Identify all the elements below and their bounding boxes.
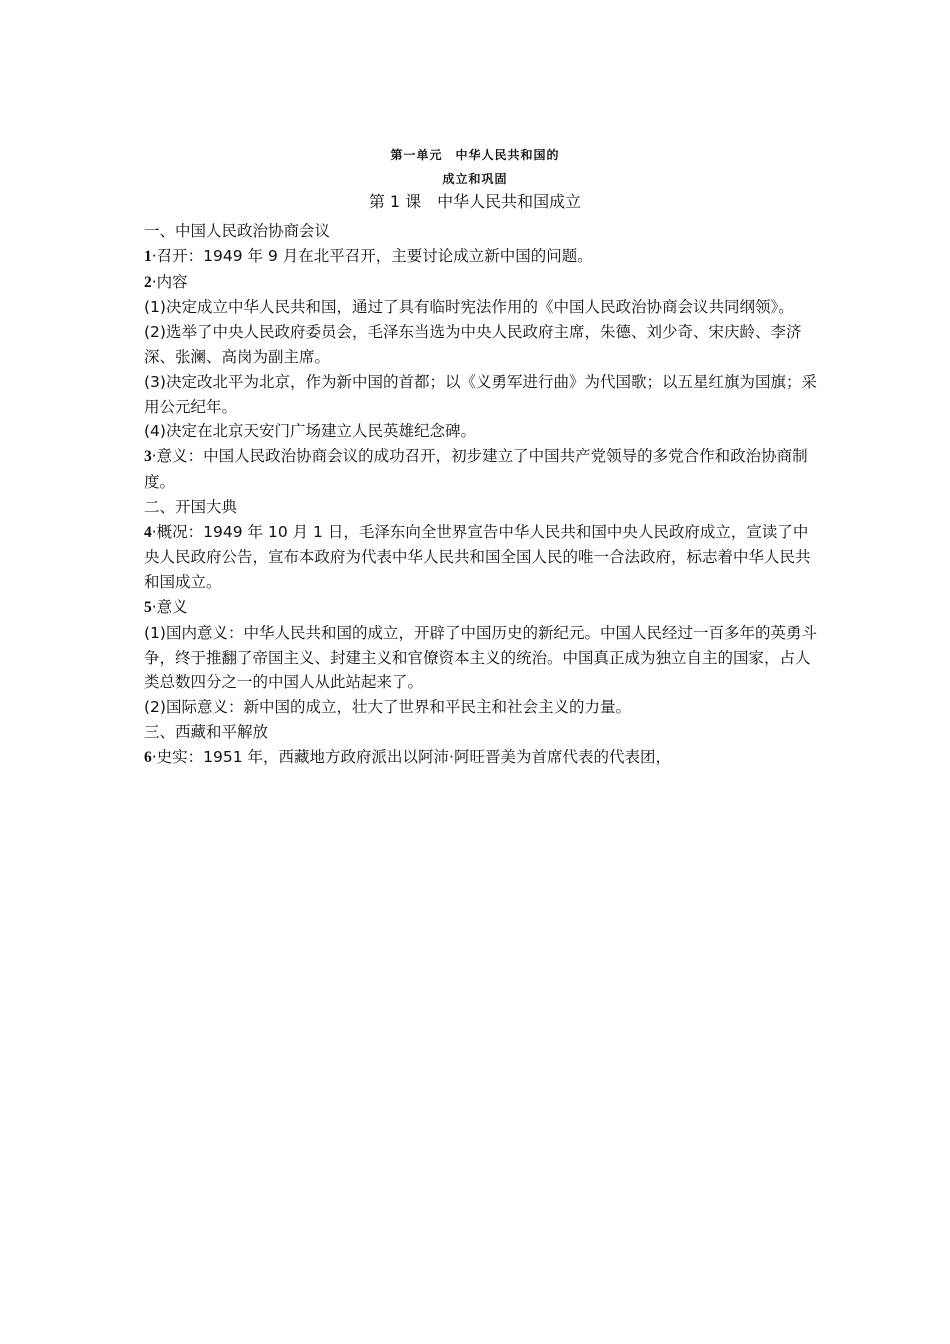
- section-heading-1: 一、中国人民政治协商会议: [144, 222, 331, 240]
- section-heading-2: 二、开国大典: [144, 497, 238, 516]
- unit-title-line1: 第一单元 中华人民共和国的: [390, 148, 560, 162]
- item-4: [144, 520, 820, 595]
- section-heading-3: 三、西藏和平解放: [144, 722, 269, 741]
- item-4-text: ·概况：1949 年 10 月 1 日，毛泽东向全世界宣告中华人民共和国中央人民政府成立，宣读了中央人民政府公告，宣布本政府为代表中华人民共和国全国人民的唯一合法政府，标志着中华人民共和国成立。: [144, 522, 811, 592]
- item-1-text: ·召开：1949 年 9 月在北平召开，主要讨论成立新中国的问题。: [151, 246, 593, 265]
- item-3-text: ·意义：中国人民政治协商会议的成功召开，初步建立了中国共产党领导的多党合作和政治协商制度。: [144, 447, 808, 491]
- item-2-number: 2: [144, 273, 152, 291]
- item-5-sub-2: (2)国际意义：新中国的成立，壮大了世界和平民主和社会主义的力量。: [144, 698, 631, 717]
- item-5: [144, 595, 820, 621]
- item-2-sub-4: (4)决定在北京天安门广场建立人民英雄纪念碑。: [144, 422, 476, 441]
- item-6-number: 6: [144, 748, 152, 766]
- item-1: [144, 244, 820, 270]
- item-5-text: ·意义: [151, 597, 188, 616]
- lesson-title: 第 1 课 中华人民共和国成立: [368, 192, 582, 211]
- item-5-sub-1: (1)国内意义：中华人民共和国的成立，开辟了中国历史的新纪元。中国人民经过一百多年的英勇斗争，终于推翻了帝国主义、封建主义和官僚资本主义的统治。中国真正成为独立自主的国家，占人类总数四分之一的中国人从此站起来了。: [144, 623, 817, 692]
- unit-title-line2: 成立和巩固: [442, 172, 508, 186]
- item-1-number: 1: [144, 247, 152, 265]
- item-5-number: 5: [144, 598, 152, 616]
- item-2-sub-1: (1)决定成立中华人民共和国，通过了具有临时宪法作用的《中国人民政治协商会议共同纲领》。: [144, 298, 794, 317]
- item-3-number: 3: [144, 448, 152, 466]
- item-2-sub-2: (2)选举了中央人民政府委员会，毛泽东当选为中央人民政府主席，朱德、刘少奇、宋庆龄、李济深、张澜、高岗为副主席。: [144, 323, 802, 366]
- item-4-number: 4: [144, 523, 152, 541]
- item-2: [144, 270, 820, 296]
- item-3: [144, 444, 820, 495]
- item-6-text: ·史实：1951 年，西藏地方政府派出以阿沛·阿旺晋美为首席代表的代表团，: [151, 747, 671, 766]
- item-2-text: ·内容: [151, 272, 188, 291]
- item-6: [144, 745, 820, 771]
- document-body: [144, 219, 820, 771]
- item-2-sub-3: (3)决定改北平为北京，作为新中国的首都；以《义勇军进行曲》为代国歌；以五星红旗为国旗；采用公元纪年。: [144, 372, 817, 416]
